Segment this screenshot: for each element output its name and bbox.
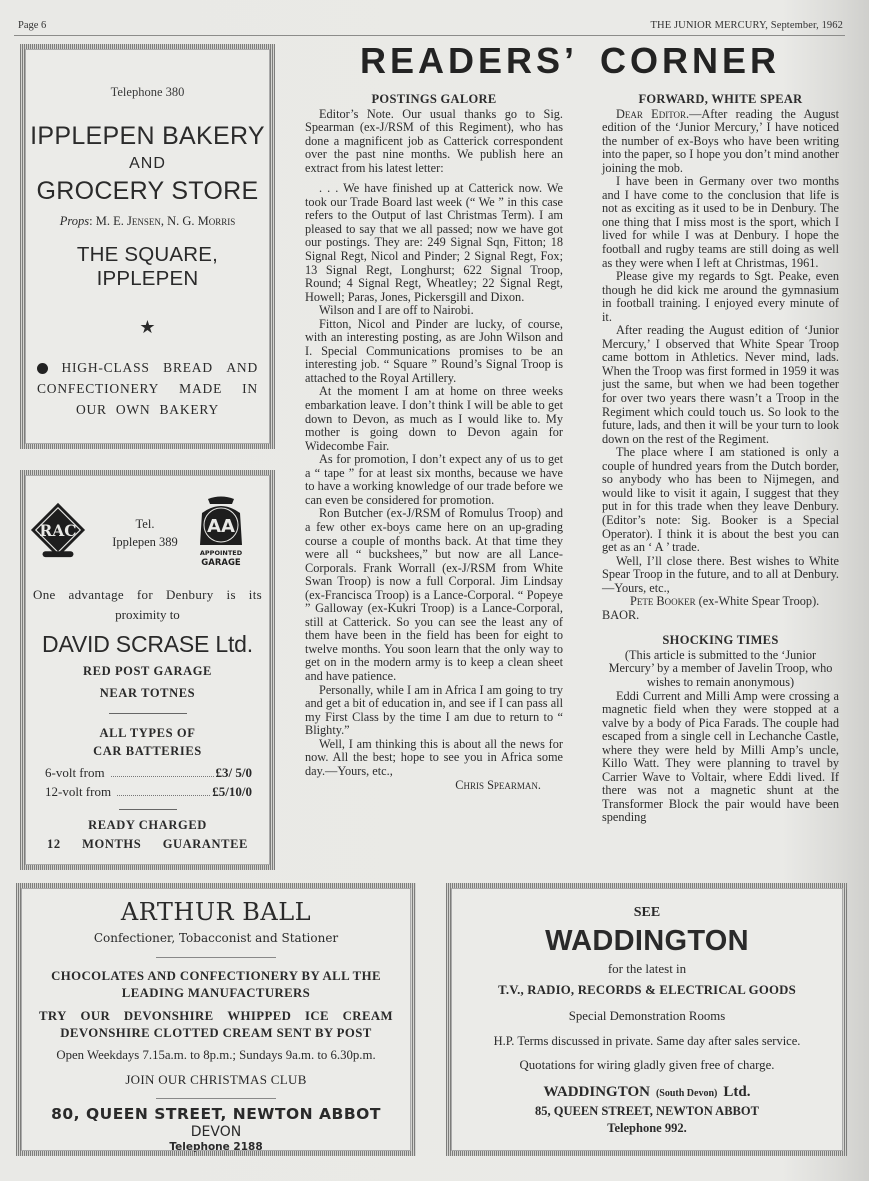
word: TRY bbox=[39, 1009, 67, 1023]
ice-cream-line bbox=[21, 1008, 411, 1025]
word: OUR bbox=[80, 1009, 111, 1023]
company-region: (South Devon) bbox=[655, 1088, 718, 1099]
article-heading: POSTINGS GALORE bbox=[371, 92, 497, 106]
bakery-and: AND bbox=[129, 155, 166, 172]
salutation: Dear Editor. bbox=[616, 106, 690, 121]
article-forward-white-spear bbox=[602, 93, 839, 825]
arthur-ball-county: DEVON bbox=[190, 1124, 242, 1140]
word: BREAD bbox=[163, 360, 213, 375]
aa-caption-appointed: APPOINTED bbox=[199, 549, 243, 557]
word: OWN bbox=[115, 402, 151, 417]
price-row bbox=[25, 784, 270, 800]
divider bbox=[119, 809, 177, 810]
aa-caption-garage: GARAGE bbox=[201, 558, 241, 568]
tel-number: Ipplepen 389 bbox=[112, 535, 178, 549]
article-signature: Chris Spearman. bbox=[455, 778, 541, 793]
article-paragraph: Well, I am thinking this is about all the news for now. All the best; hope to see you in Africa some day.—Yours, etc., bbox=[305, 736, 563, 778]
word: BAKERY bbox=[159, 402, 220, 417]
article-paragraph: Wilson and I are off to Nairobi. bbox=[319, 303, 474, 318]
bakery-name-line2: GROCERY STORE bbox=[36, 177, 259, 205]
masthead: THE JUNIOR MERCURY, September, 1962 bbox=[650, 20, 843, 31]
word: HIGH-CLASS bbox=[61, 360, 150, 375]
bakery-name-line1: IPPLEPEN BAKERY bbox=[30, 122, 265, 150]
signature-location: BAOR. bbox=[602, 607, 640, 622]
david-scrase-garage-ad bbox=[20, 470, 275, 870]
article-heading: FORWARD, WHITE SPEAR bbox=[638, 92, 803, 106]
word: DEVONSHIRE bbox=[123, 1009, 214, 1023]
company-name: WADDINGTON bbox=[543, 1084, 650, 1100]
company-name: DAVID SCRASE Ltd. bbox=[42, 631, 253, 657]
bullet-icon bbox=[37, 363, 48, 374]
word: MONTHS bbox=[82, 837, 142, 851]
advantage-text: One advantage for Denbury is its bbox=[33, 587, 262, 602]
bakery-proprietors bbox=[25, 214, 270, 229]
chocolates-line: CHOCOLATES AND CONFECTIONERY BY ALL THE bbox=[51, 969, 381, 983]
article-paragraph: Personally, while I am in Africa I am going to try and get a bit of education in, and see if I can pass all my First Class by the time I am due to return to “ Blighty.” bbox=[305, 682, 563, 738]
latest-line: for the latest in bbox=[607, 961, 687, 976]
word: CREAM bbox=[342, 1009, 393, 1023]
word: OUR bbox=[75, 402, 107, 417]
article-paragraph: As for promotion, I don’t expect any of us to get a “ tape ” for at least six months, because we have to have a working knowledge of our trade before we can even be considered for promotion. bbox=[305, 452, 563, 507]
price-label: 6-volt from bbox=[45, 765, 105, 780]
header-rule bbox=[14, 35, 845, 36]
aa-logo-text: AA bbox=[207, 516, 235, 537]
arthur-ball-ad bbox=[16, 883, 416, 1156]
price-amount: £3/ 5/0 bbox=[215, 765, 252, 780]
bakery-line-2 bbox=[25, 381, 270, 397]
article-paragraph: The place where I am stationed is only a couple of hundred years from the Dutch border, so anybody who has been to Nijmegen, and would like to visit it again, I suggest that they put in for this trade when they leave Denbury. (Editor’s note: Sig. Booker is a Special Operator). I think it is about the best you can get as an ‘ A ’ trade. bbox=[602, 445, 839, 555]
dot-leader bbox=[117, 795, 210, 796]
company-suffix: Ltd. bbox=[723, 1084, 751, 1100]
waddington-name: WADDINGTON bbox=[545, 925, 749, 957]
article-paragraph: Please give my regards to Sgt. Peake, even though he did kick me around the gymnasium in football training. I enjoyed every minute of it. bbox=[602, 269, 839, 324]
word: ICE bbox=[304, 1009, 329, 1023]
article-paragraph: Eddi Current and Milli Amp were crossing a magnetic field when they were stopped at a valve by a body of Pica Farads. The couple had escaped from a single cell in Lechanche Castle, where they were held by Milli Amp’s uncle, Killo Watt. They were planning to travel by Carrier Wave to Voltair, where Eddi lived. If there was not a magnetic shunt at the Transformer Block the pair would have been spending bbox=[602, 688, 839, 825]
paragraph-text: —After reading the August edition of the ‘Junior Mercury,’ I have noticed the number of ex-Boys who have been writing into the paper, so I hope you don’t mind another joining the mob. bbox=[602, 106, 839, 175]
quotations: Quotations for wiring gladly given free of charge. bbox=[519, 1058, 775, 1072]
opening-hours: Open Weekdays 7.15a.m. to 8p.m.; Sundays 9a.m. to 6.30p.m. bbox=[56, 1048, 376, 1062]
word: WHIPPED bbox=[227, 1009, 292, 1023]
bakery-telephone: Telephone 380 bbox=[110, 85, 185, 99]
star-icon: ★ bbox=[139, 317, 156, 337]
manufacturers-line: LEADING MANUFACTURERS bbox=[121, 986, 311, 1000]
price-label: 12-volt from bbox=[45, 784, 112, 799]
waddington-ad bbox=[446, 883, 848, 1156]
divider bbox=[109, 713, 187, 714]
props-label: Props bbox=[59, 214, 90, 228]
see-label: SEE bbox=[633, 905, 661, 920]
word: MADE bbox=[179, 381, 223, 396]
clotted-cream-line: DEVONSHIRE CLOTTED CREAM SENT BY POST bbox=[60, 1026, 372, 1040]
signature-rest: (ex-White Spear Troop). bbox=[695, 594, 820, 609]
article-paragraph: Well, I’ll close there. Best wishes to White Spear Troop in the future, and to all at Denbury.—Yours, etc., bbox=[602, 553, 839, 595]
bakery-line-1 bbox=[25, 360, 270, 376]
page-number: Page 6 bbox=[18, 20, 47, 31]
article-paragraph: Fitton, Nicol and Pinder are lucky, of course, with an interesting posting, as are John Wilson and I. Special Communications promises to be an interesting job. “ Square ” Round’s Signal Troop is attached to the Royal Artillery. bbox=[305, 316, 563, 385]
waddington-address: 85, QUEEN STREET, NEWTON ABBOT bbox=[535, 1104, 759, 1118]
demo-rooms: Special Demonstration Rooms bbox=[568, 1009, 726, 1023]
price-amount: £5/10/0 bbox=[212, 784, 252, 799]
garage-logos bbox=[25, 475, 270, 575]
proximity-text: proximity to bbox=[115, 607, 180, 622]
arthur-ball-name: ARTHUR BALL bbox=[120, 898, 312, 926]
article-paragraph: At the moment I am at home on three weeks embarkation leave. I don’t think I will be able to get down to Devon, as much as I would like to. My mother is going down to Devon again for Widecombe Fair. bbox=[305, 384, 563, 453]
batteries-line-1: ALL TYPES OF bbox=[99, 726, 196, 740]
word: AND bbox=[226, 360, 258, 375]
divider bbox=[156, 1098, 276, 1099]
word: 12 bbox=[47, 837, 61, 851]
tel-label: Tel. bbox=[135, 517, 155, 531]
article-postings-galore bbox=[305, 93, 563, 793]
ipplepen-bakery-ad bbox=[20, 44, 275, 449]
bakery-line-3 bbox=[25, 402, 270, 418]
word: GUARANTEE bbox=[162, 837, 248, 851]
waddington-company bbox=[451, 1084, 843, 1101]
hp-terms: H.P. Terms discussed in private. Same day after sales service. bbox=[493, 1034, 801, 1048]
article-paragraph bbox=[602, 108, 839, 176]
article-paragraph: Editor’s Note. Our usual thanks go to Sig. Spearman (ex-J/RSM of this Regiment), who has done a magnificent job as Catterick correspondent over the past nine months. We publish here an extract from his latest letter: bbox=[305, 106, 563, 175]
arthur-ball-telephone: Telephone 2188 bbox=[169, 1141, 263, 1153]
dot-leader bbox=[111, 776, 214, 777]
rac-logo-text: RAC bbox=[39, 520, 77, 540]
aa-logo-icon bbox=[194, 495, 248, 570]
article-paragraph: I have been in Germany over two months and I have come to the conclusion that life is not as exciting as it used to be in Denbury. The one thing that I miss most is the sport, which I lived for while I was at Denbury. I hope the football and rugby teams are still doing as well as they were when I left at Christmas, 1961. bbox=[602, 174, 839, 270]
article-signature bbox=[602, 595, 839, 609]
word: IN bbox=[242, 381, 258, 396]
ready-charged: READY CHARGED bbox=[88, 818, 207, 832]
guarantee-line bbox=[25, 837, 270, 852]
signature-name: Pete Booker bbox=[630, 594, 696, 609]
arthur-ball-address: 80, QUEEN STREET, NEWTON ABBOT bbox=[51, 1105, 381, 1123]
article-paragraph: After reading the August edition of ‘Junior Mercury,’ I observed that White Spear Troop came bottom in Athletics. Never mind, lads. When the Troop was first formed in 1959 it was just the same, but when we had been together for over two years there wasn’t a Troop in the Regiment which could touch us. So look to the future, lads, and then it will be your turn to look down on the rest of the Regiment. bbox=[602, 323, 839, 446]
garage-telephone bbox=[95, 515, 195, 551]
price-row bbox=[25, 765, 270, 781]
article-intro: (This article is submitted to the ‘Junior Mercury’ by a member of Javelin Troop, who wishes to remain anonymous) bbox=[608, 647, 833, 689]
rac-logo-icon bbox=[29, 501, 87, 559]
batteries-line-2: CAR BATTERIES bbox=[93, 744, 202, 758]
garage-location: NEAR TOTNES bbox=[99, 686, 196, 700]
page-title: READERS’ CORNER bbox=[359, 40, 781, 81]
christmas-club: JOIN OUR CHRISTMAS CLUB bbox=[125, 1072, 307, 1087]
garage-name: RED POST GARAGE bbox=[83, 664, 212, 678]
word: CONFECTIONERY bbox=[37, 381, 160, 396]
props-names: : M. E. Jensen, N. G. Morris bbox=[89, 214, 236, 228]
arthur-ball-trade: Confectioner, Tobacconist and Stationer bbox=[93, 931, 339, 945]
waddington-telephone: Telephone 992. bbox=[607, 1121, 687, 1135]
article-heading-shocking-times: SHOCKING TIMES bbox=[662, 633, 779, 648]
divider bbox=[156, 957, 276, 958]
bakery-address: THE SQUARE, IPPLEPEN bbox=[76, 243, 219, 290]
article-paragraph: . . . We have finished up at Catterick now. We took our Trade Board last week (“ We ” in this case refers to the Output of last Christmas Term). I am pleased to say that we all passed; now we have got our postings. They are: 249 Signal Sqn, Fitton; 18 Signal Regt, Nicol and Pinder; 2 Signal Regt, Fox; 13 Signal Regt, Longhurst; 622 Signal Troop, Round; 4 Signal Regt, Wheatley; 22 Signal Regt, Howell; Paras, Jones, Pickersgill and Dixon. bbox=[305, 181, 563, 304]
goods-line: T.V., RADIO, RECORDS & ELECTRICAL GOODS bbox=[498, 983, 796, 997]
article-paragraph: Ron Butcher (ex-J/RSM of Romulus Troop) and a few other ex-boys came here on an up-grading course a couple of months back. At that time they were all “ buckshees,” but now are all Lance-Corporals. Frank Worrall (ex-J/RSM from White Swan Troop) is now a full Corporal. Jim Lindsay (ex-Francisca Troop) is a Lance-Corporal. “ Popeye ” Galloway (ex-Kukri Troop) is a Lance-Corporal, still at Catterick. So you can see the least any of them have been in the field has been for eight to twelve months. You soon learn that the only way to get on in the modern army is to keep a clean sheet and have patience. bbox=[305, 506, 563, 683]
